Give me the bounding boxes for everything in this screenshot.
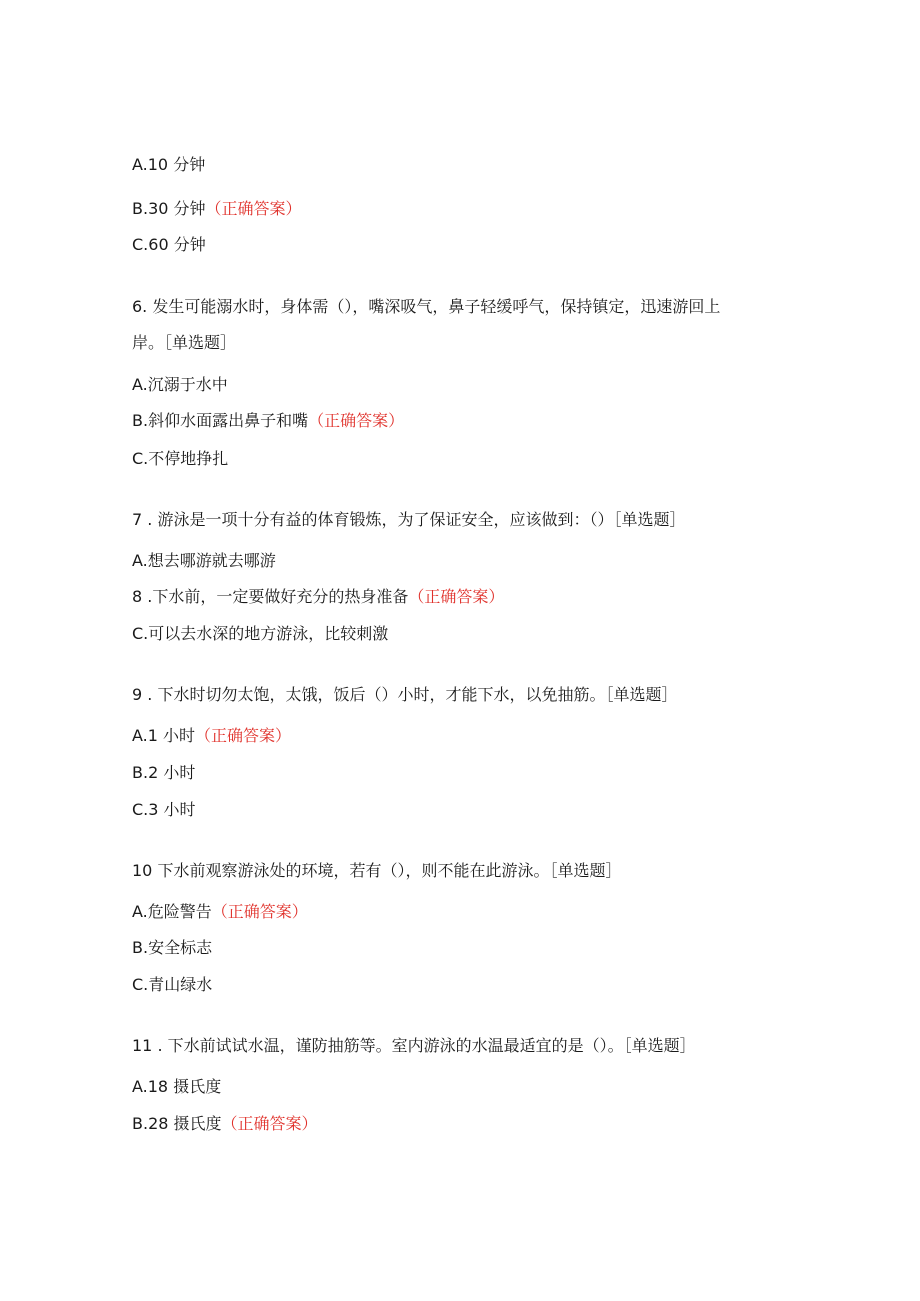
q7-option-b: 8 .下水前，一定要做好充分的热身准备（正确答案） [132,587,505,606]
q6-question-line1: 6. 发生可能溺水时，身体需（），嘴深吸气，鼻子轻缓呼气，保持镇定，迅速游回上 [132,297,721,316]
q5-option-b: B.30 分钟（正确答案） [132,199,302,218]
correct-answer-mark: （正确答案） [195,726,292,745]
correct-answer-mark: （正确答案） [205,199,302,218]
q5-option-c: C.60 分钟 [132,235,206,254]
q7-question: 7 . 游泳是一项十分有益的体育锻炼，为了保证安全，应该做到：（）［单选题］ [132,510,686,529]
q10-option-c: C.青山绿水 [132,975,213,994]
q7-option-c: C.可以去水深的地方游泳，比较刺激 [132,624,389,643]
q6-option-b: B.斜仰水面露出鼻子和嘴（正确答案） [132,411,405,430]
q11-option-b: B.28 摄氏度（正确答案） [132,1114,318,1133]
q10-option-a: A.危险警告（正确答案） [132,902,308,921]
q11-option-a: A.18 摄氏度 [132,1077,222,1096]
correct-answer-mark: （正确答案） [221,1114,318,1133]
q9-question: 9 . 下水时切勿太饱，太饿，饭后（）小时，才能下水，以免抽筋。［单选题］ [132,685,678,704]
q9-option-c: C.3 小时 [132,800,196,819]
q6-question-line2: 岸。［单选题］ [132,333,237,352]
correct-answer-mark: （正确答案） [308,411,405,430]
q7-option-a: A.想去哪游就去哪游 [132,551,276,570]
q6-option-c: C.不停地挣扎 [132,449,229,468]
q10-option-b: B.安全标志 [132,938,213,957]
q11-question: 11 . 下水前试试水温，谨防抽筋等。室内游泳的水温最适宜的是（）。［单选题］ [132,1036,696,1055]
correct-answer-mark: （正确答案） [408,587,505,606]
q9-option-b: B.2 小时 [132,763,196,782]
q5-option-a: A.10 分钟 [132,155,206,174]
q9-option-a: A.1 小时（正确答案） [132,726,292,745]
q6-option-a: A.沉溺于水中 [132,375,228,394]
q10-question: 10 下水前观察游泳处的环境，若有（），则不能在此游泳。［单选题］ [132,861,622,880]
correct-answer-mark: （正确答案） [211,902,308,921]
